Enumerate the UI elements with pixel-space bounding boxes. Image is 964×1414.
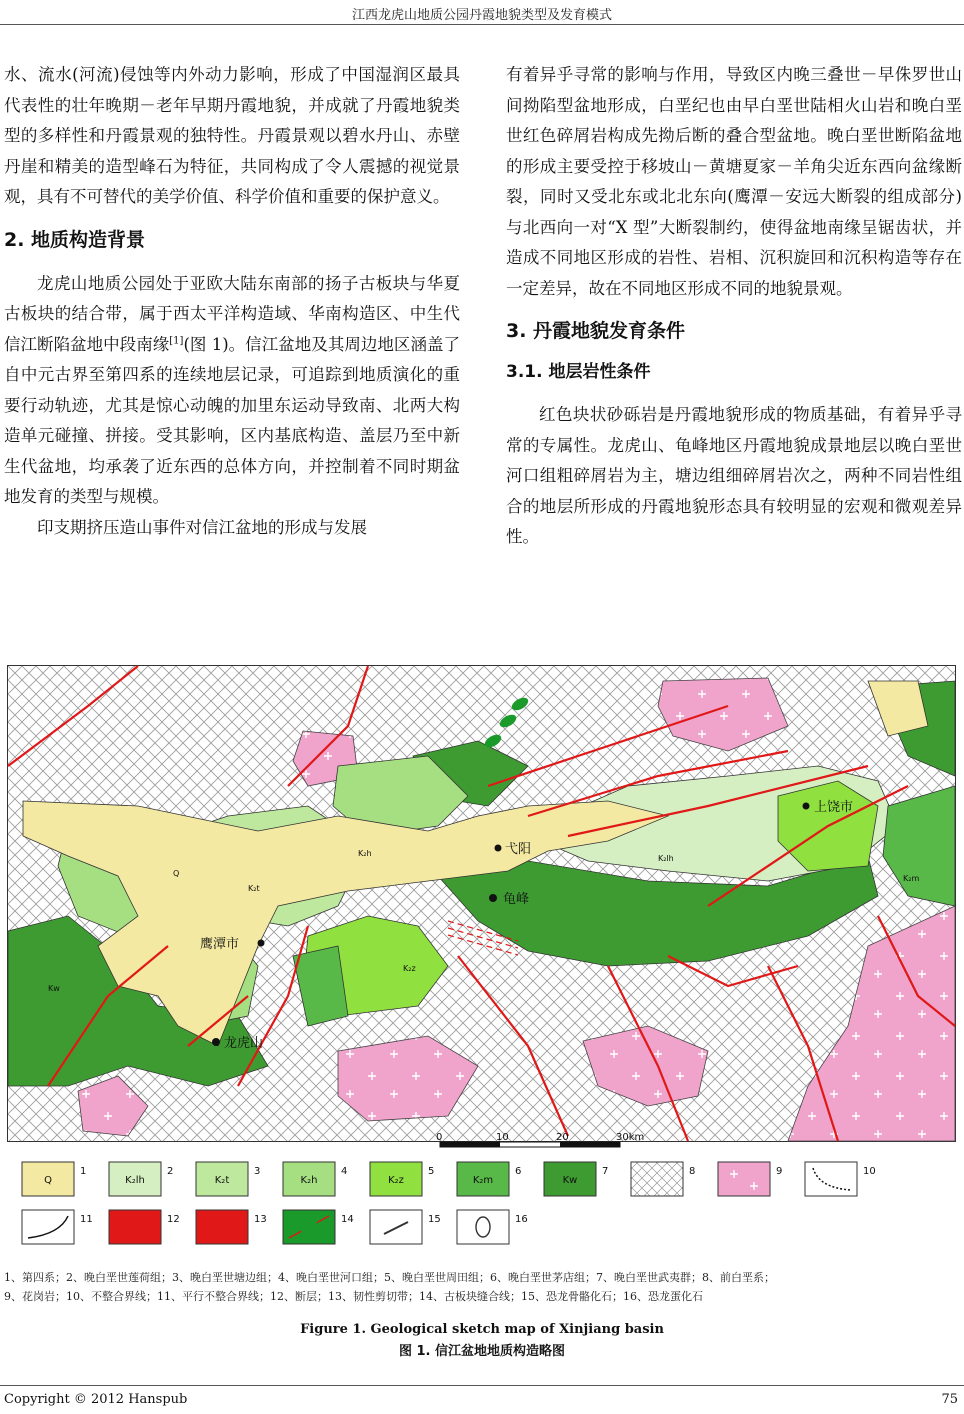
left-paragraph-2a: 龙虎山地质公园处于亚欧大陆东南部的扬子古板块与华夏古板块的结合带，属于西太平洋构造域、华南构造区、中生代信江断陷盆地中段南缘: [4, 273, 460, 354]
legend-number: 15: [428, 1214, 441, 1225]
legend-number: 2: [167, 1166, 174, 1177]
geological-map: [7, 665, 956, 1142]
legend-number: 13: [254, 1214, 267, 1225]
right-paragraph-2: 红色块状砂砾岩是丹霞地貌形成的物质基础，有着异乎寻常的专属性。龙虎山、龟峰地区丹霞地貌成景地层以晚白垩世河口组粗碎屑岩为主，塘边组细碎屑岩次之，两种不同岩性组合的地层所形成的丹霞地貌形态具有较明显的宏观和微观差异性。: [506, 405, 962, 546]
scale-bar-segment: [560, 1142, 620, 1147]
unit-label: Q: [173, 869, 180, 878]
legend-number: 10: [863, 1166, 876, 1177]
left-paragraph-1: 水、流水(河流)侵蚀等内外动力影响，形成了中国湿润区最具代表性的壮年晚期－老年早期丹霞地貌，并成就了丹霞地貌类型的多样性和丹霞景观的独特性。丹霞景观以碧水丹山、赤壁丹崖和精美的造型峰石为特征，共同构成了令人震撼的视觉景观，具有不可替代的美学价值、科学价值和重要的保护意义。: [4, 65, 460, 206]
figure-caption-zh: 图 1. 信江盆地地质构造略图: [398, 1344, 566, 1359]
legend-swatch: [457, 1210, 509, 1244]
citation-ref[interactable]: [1]: [169, 335, 184, 346]
left-column: [4, 60, 460, 543]
unit-label: K₂z: [403, 964, 416, 973]
city-marker: [803, 803, 810, 810]
legend-code: K₂t: [214, 1175, 230, 1186]
legend-code: K₂lh: [125, 1175, 145, 1186]
figure-caption-en: Figure 1. Geological sketch map of Xinjiang basin: [300, 1322, 664, 1337]
unit-label: K₂t: [248, 884, 260, 893]
footer-rule: [0, 1385, 964, 1386]
city-label: 弋阳: [505, 842, 532, 857]
legend-swatch: [22, 1210, 74, 1244]
legend-swatch: [718, 1162, 770, 1196]
section-3-1-heading: 3.1. 地层岩性条件: [506, 362, 651, 382]
legend-note-line-1: 1、第四系；2、晚白垩世莲荷组；3、晚白垩世塘边组；4、晚白垩世河口组；5、晚白垩世周田组；6、晚白垩世茅店组；7、晚白垩世武夷群；8、前白垩系；: [4, 1271, 775, 1284]
right-column: [506, 60, 962, 553]
city-label: 龟峰: [503, 892, 530, 907]
scale-bar-segment: [440, 1142, 500, 1147]
city-label: 鹰潭市: [200, 937, 240, 952]
city-marker: [212, 1038, 220, 1046]
unit-label: K₂m: [903, 874, 920, 883]
right-paragraph-1: 有着异乎寻常的影响与作用，导致区内晚三叠世－早侏罗世山间拗陷型盆地形成，白垩纪也由早白垩世陆相火山岩和晚白垩世红色碎屑岩构成先拗后断的叠合型盆地。晚白垩世断陷盆地的形成主要受控于移坡山－黄塘夏家－羊角尖近东西向盆缘断裂，同时又受北东或北北东向(鹰潭－安远大断裂的组成部分)与北西向一对“X 型”大断裂制约，使得盆地南缘呈锯齿状，并造成不同地区形成的岩性、岩相、沉积旋回和沉积构造等存在一定差异，故在不同地区形成不同的地貌景观。: [506, 65, 962, 298]
header-rule: [0, 24, 964, 25]
legend-explanation: [4, 1268, 960, 1306]
legend-code: Kw: [562, 1175, 578, 1186]
legend-number: 6: [515, 1166, 522, 1177]
legend-number: 9: [776, 1166, 783, 1177]
legend-number: 1: [80, 1166, 87, 1177]
legend-code: K₂m: [472, 1175, 494, 1186]
footer-copyright: Copyright © 2012 Hanspub: [4, 1392, 188, 1407]
city-marker: [489, 894, 497, 902]
unit-label: K₂lh: [658, 854, 674, 863]
left-paragraph-2b: (图 1)。信江盆地及其周边地区涵盖了自中元古界至第四系的连续地层记录，可追踪到地质演化的重要行动轨迹，尤其是惊心动魄的加里东运动导致南、北两大构造单元碰撞、拼接。受其影响，区内基底构造、盖层乃至中新生代盆地，均承袭了近东西的总体方向，并控制着不同时期盆地发育的类型与规模。: [4, 334, 460, 506]
unit-label: Kw: [48, 984, 60, 993]
section-3-heading: 3. 丹霞地貌发育条件: [506, 320, 686, 342]
legend-number: 12: [167, 1214, 180, 1225]
scale-tick-label: 20: [556, 1132, 569, 1143]
legend-code: Q: [44, 1175, 52, 1186]
legend-note-line-2: 9、花岗岩；10、不整合界线；11、平行不整合界线；12、断层；13、韧性剪切带；14、古板块缝合线；15、恐龙骨骼化石；16、恐龙蛋化石: [4, 1290, 703, 1303]
legend-swatch: [805, 1162, 857, 1196]
scale-tick-label: 30km: [616, 1132, 645, 1143]
legend-number: 4: [341, 1166, 348, 1177]
legend-swatch: [631, 1162, 683, 1196]
legend-number: 16: [515, 1214, 528, 1225]
left-paragraph-3: 印支期挤压造山事件对信江盆地的形成与发展: [37, 517, 367, 537]
section-2-heading: 2. 地质构造背景: [4, 228, 146, 251]
running-title: 江西龙虎山地质公园丹霞地貌类型及发育模式: [351, 8, 612, 23]
city-label: 龙虎山: [224, 1036, 264, 1051]
legend-number: 11: [80, 1214, 93, 1225]
legend-number: 3: [254, 1166, 261, 1177]
city-marker: [495, 845, 502, 852]
map-legend: [22, 1132, 962, 1258]
legend-swatch: [196, 1210, 248, 1244]
legend-number: 5: [428, 1166, 435, 1177]
legend-number: 7: [602, 1166, 609, 1177]
legend-code: K₂z: [388, 1175, 404, 1186]
city-label: 上饶市: [814, 800, 854, 815]
page-number: 75: [941, 1392, 958, 1407]
scale-tick-label: 0: [436, 1132, 443, 1143]
legend-number: 8: [689, 1166, 696, 1177]
legend-number: 14: [341, 1214, 354, 1225]
left-paragraph-2: [4, 269, 460, 513]
city-marker: [258, 940, 265, 947]
legend-code: K₂h: [300, 1175, 318, 1186]
scale-tick-label: 10: [496, 1132, 509, 1143]
unit-label: K₂h: [358, 849, 372, 858]
